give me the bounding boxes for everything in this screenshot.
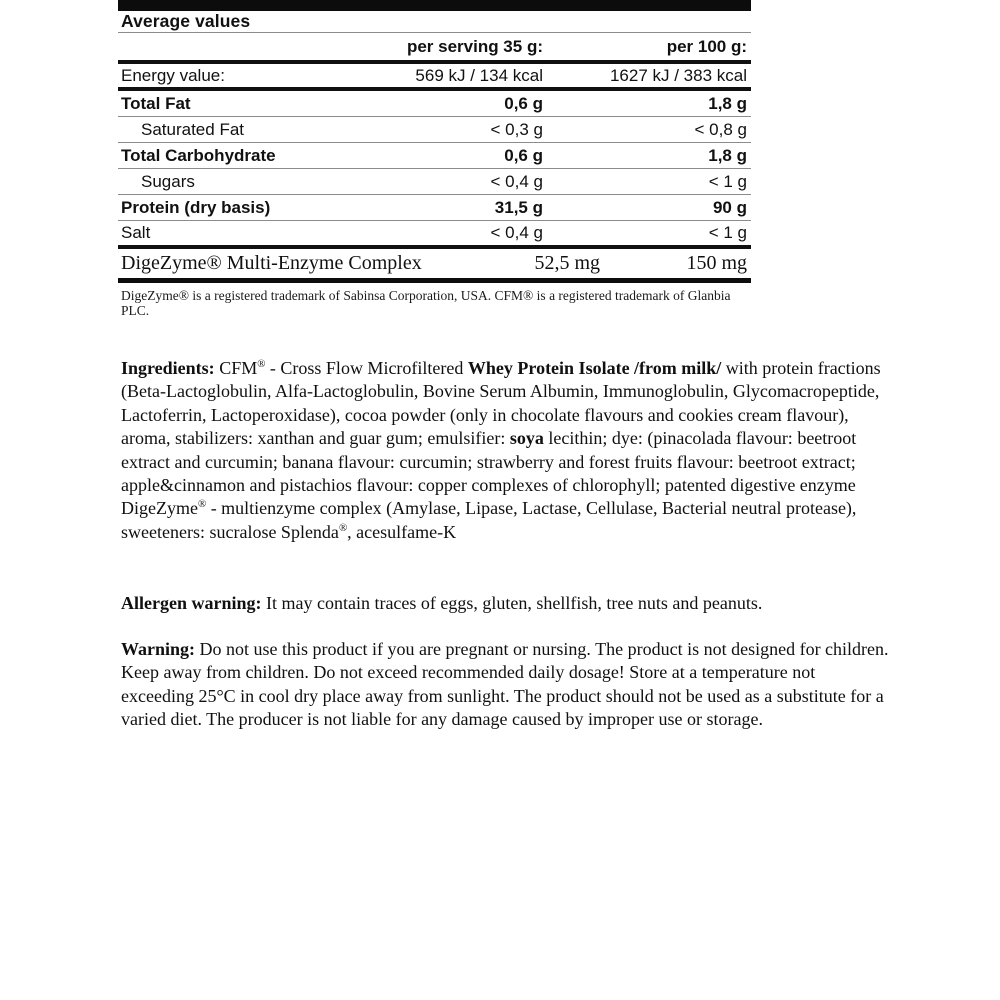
row-serving-value: 0,6 g [504, 93, 543, 113]
row-serving-value: 52,5 mg [534, 252, 600, 274]
row-per100-value: 1627 kJ / 383 kcal [609, 65, 747, 85]
row-label: Protein (dry basis) [121, 197, 271, 217]
row-per100-value: < 1 g [708, 223, 747, 242]
table-row-total-fat [118, 91, 751, 117]
table-row-salt [118, 221, 751, 249]
row-serving-value: 31,5 g [494, 197, 543, 217]
row-label: Salt [121, 223, 151, 242]
table-header-row [118, 33, 751, 64]
warning-paragraph: Warning: Do not use this product if you are pregnant or nursing. The product is not designed for children. Keep away from children. Do not exceed recommended daily dosage! Store at a temperature not exceeding 25°C in cool dry place away from sunlight. The product should not be used as a substitute for a varied diet. The producer is not liable for any damage caused by improper use or storage. [121, 639, 889, 730]
table-row-protein [118, 195, 751, 221]
nutrition-table [118, 0, 751, 318]
row-serving-value: < 0,3 g [490, 119, 543, 139]
table-row-total-carbohydrate [118, 143, 751, 169]
row-label: Total Carbohydrate [121, 145, 276, 165]
row-label: Energy value: [121, 65, 225, 85]
row-per100-value: 150 mg [686, 252, 747, 274]
trademark-footnote: DigeZyme® is a registered trademark of Sabinsa Corporation, USA. CFM® is a registered trademark of Glanbia PLC. [121, 288, 731, 318]
row-per100-value: 90 g [712, 197, 747, 217]
row-per100-value: < 0,8 g [694, 119, 747, 139]
row-serving-value: 569 kJ / 134 kcal [415, 65, 543, 85]
row-per100-value: 1,8 g [708, 145, 747, 165]
row-label: DigeZyme® Multi-Enzyme Complex [121, 252, 422, 274]
row-per100-value: < 1 g [708, 171, 747, 191]
allergen-warning-paragraph: Allergen warning: It may contain traces of eggs, gluten, shellfish, tree nuts and peanuts. [121, 593, 763, 613]
table-top-bar [118, 0, 751, 11]
row-per100-value: 1,8 g [708, 93, 747, 113]
row-label: Sugars [141, 171, 195, 191]
column-header-per100: per 100 g: [666, 36, 747, 56]
table-row-digezyme [118, 249, 751, 283]
table-title-row [118, 11, 751, 33]
ingredients-paragraph: Ingredients: CFM® - Cross Flow Microfiltered Whey Protein Isolate /from milk/ with protein fractions (Beta-Lactoglobulin, Alfa-Lactoglobulin, Bovine Serum Albumin, Immunoglobulin, Glycomacropeptide, Lactoferrin, Lactoperoxidase), cocoa powder (only in chocolate flavours and cookies cream flavour), aroma, stabilizers: xanthan and guar gum; emulsifier: soya lecithin; dye: (pinacolada flavour: beetroot extract and curcumin; banana flavour: curcumin; strawberry and forest fruits flavour: beetroot extract; apple&cinnamon and pistachios flavour: copper complexes of chlorophyll; patented digestive enzyme DigeZyme® - multienzyme complex (Amylase, Lipase, Lactase, Cellulase, Bacterial neutral protease), sweeteners: sucralose Splenda®, acesulfame-K [121, 358, 881, 542]
row-label: Saturated Fat [141, 119, 245, 139]
table-row-sugars [118, 169, 751, 195]
table-row-energy [118, 64, 751, 91]
row-serving-value: < 0,4 g [490, 223, 543, 242]
row-serving-value: 0,6 g [504, 145, 543, 165]
column-header-serving: per serving 35 g: [406, 36, 543, 56]
table-title: Average values [121, 11, 251, 31]
table-row-saturated-fat [118, 117, 751, 143]
row-label: Total Fat [121, 93, 191, 113]
row-serving-value: < 0,4 g [490, 171, 543, 191]
